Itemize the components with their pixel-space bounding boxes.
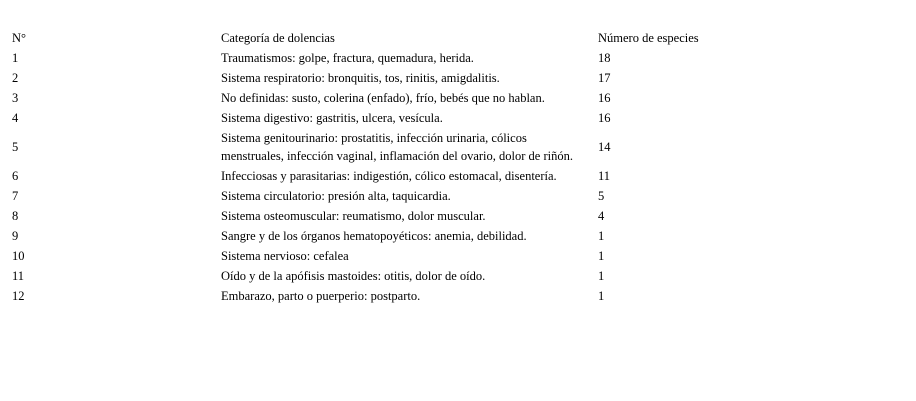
table-row	[4, 226, 740, 246]
row-number: 4	[12, 111, 19, 125]
table-row	[4, 166, 740, 186]
row-category: Sistema respiratorio: bronquitis, tos, rinitis, amigdalitis.	[221, 71, 500, 85]
table-row	[4, 286, 740, 306]
table-header	[4, 28, 740, 48]
table-row	[4, 128, 740, 166]
row-number: 8	[12, 209, 19, 223]
row-number: 9	[12, 229, 19, 243]
row-species: 18	[598, 51, 611, 65]
row-species: 1	[598, 249, 605, 263]
row-number: 7	[12, 189, 19, 203]
row-number: 1	[12, 51, 19, 65]
table-row	[4, 108, 740, 128]
row-category: Sistema nervioso: cefalea	[221, 249, 349, 263]
table-row	[4, 88, 740, 108]
row-number: 12	[12, 289, 25, 303]
ailments-table	[4, 28, 740, 306]
row-species: 17	[598, 71, 611, 85]
row-category: No definidas: susto, colerina (enfado), frío, bebés que no hablan.	[221, 91, 545, 105]
table-row	[4, 68, 740, 88]
row-category: Sistema circulatorio: presión alta, taquicardia.	[221, 189, 451, 203]
row-species: 5	[598, 189, 605, 203]
row-species: 11	[598, 169, 611, 183]
row-number: 10	[12, 249, 25, 263]
row-number: 3	[12, 91, 19, 105]
row-species: 16	[598, 111, 611, 125]
header-row	[4, 28, 740, 48]
row-species: 14	[598, 140, 611, 154]
row-number: 5	[12, 140, 19, 154]
row-category: Embarazo, parto o puerperio: postparto.	[221, 289, 421, 303]
row-species: 1	[598, 229, 605, 243]
row-category: Sistema genitourinario: prostatitis, infección urinaria, cólicos menstruales, infección vaginal, inflamación del ovario, dolor de riñón.	[221, 131, 573, 163]
header-category: Categoría de dolencias	[221, 31, 335, 45]
table-row	[4, 48, 740, 68]
row-species: 16	[598, 91, 611, 105]
header-species: Número de especies	[598, 31, 699, 45]
row-category: Oído y de la apófisis mastoides: otitis, dolor de oído.	[221, 269, 486, 283]
table-row	[4, 186, 740, 206]
table-row	[4, 246, 740, 266]
row-species: 4	[598, 209, 605, 223]
row-number: 6	[12, 169, 19, 183]
table-row	[4, 266, 740, 286]
row-species: 1	[598, 289, 605, 303]
row-number: 2	[12, 71, 19, 85]
header-number: N°	[12, 31, 27, 45]
table-row	[4, 206, 740, 226]
row-number: 11	[12, 269, 25, 283]
row-category: Infecciosas y parasitarias: indigestión, cólico estomacal, disentería.	[221, 169, 557, 183]
row-species: 1	[598, 269, 605, 283]
row-category: Sangre y de los órganos hematopoyéticos: anemia, debilidad.	[221, 229, 527, 243]
table-body	[4, 48, 740, 306]
row-category: Traumatismos: golpe, fractura, quemadura, herida.	[221, 51, 474, 65]
row-category: Sistema digestivo: gastritis, ulcera, vesícula.	[221, 111, 443, 125]
row-category: Sistema osteomuscular: reumatismo, dolor muscular.	[221, 209, 486, 223]
